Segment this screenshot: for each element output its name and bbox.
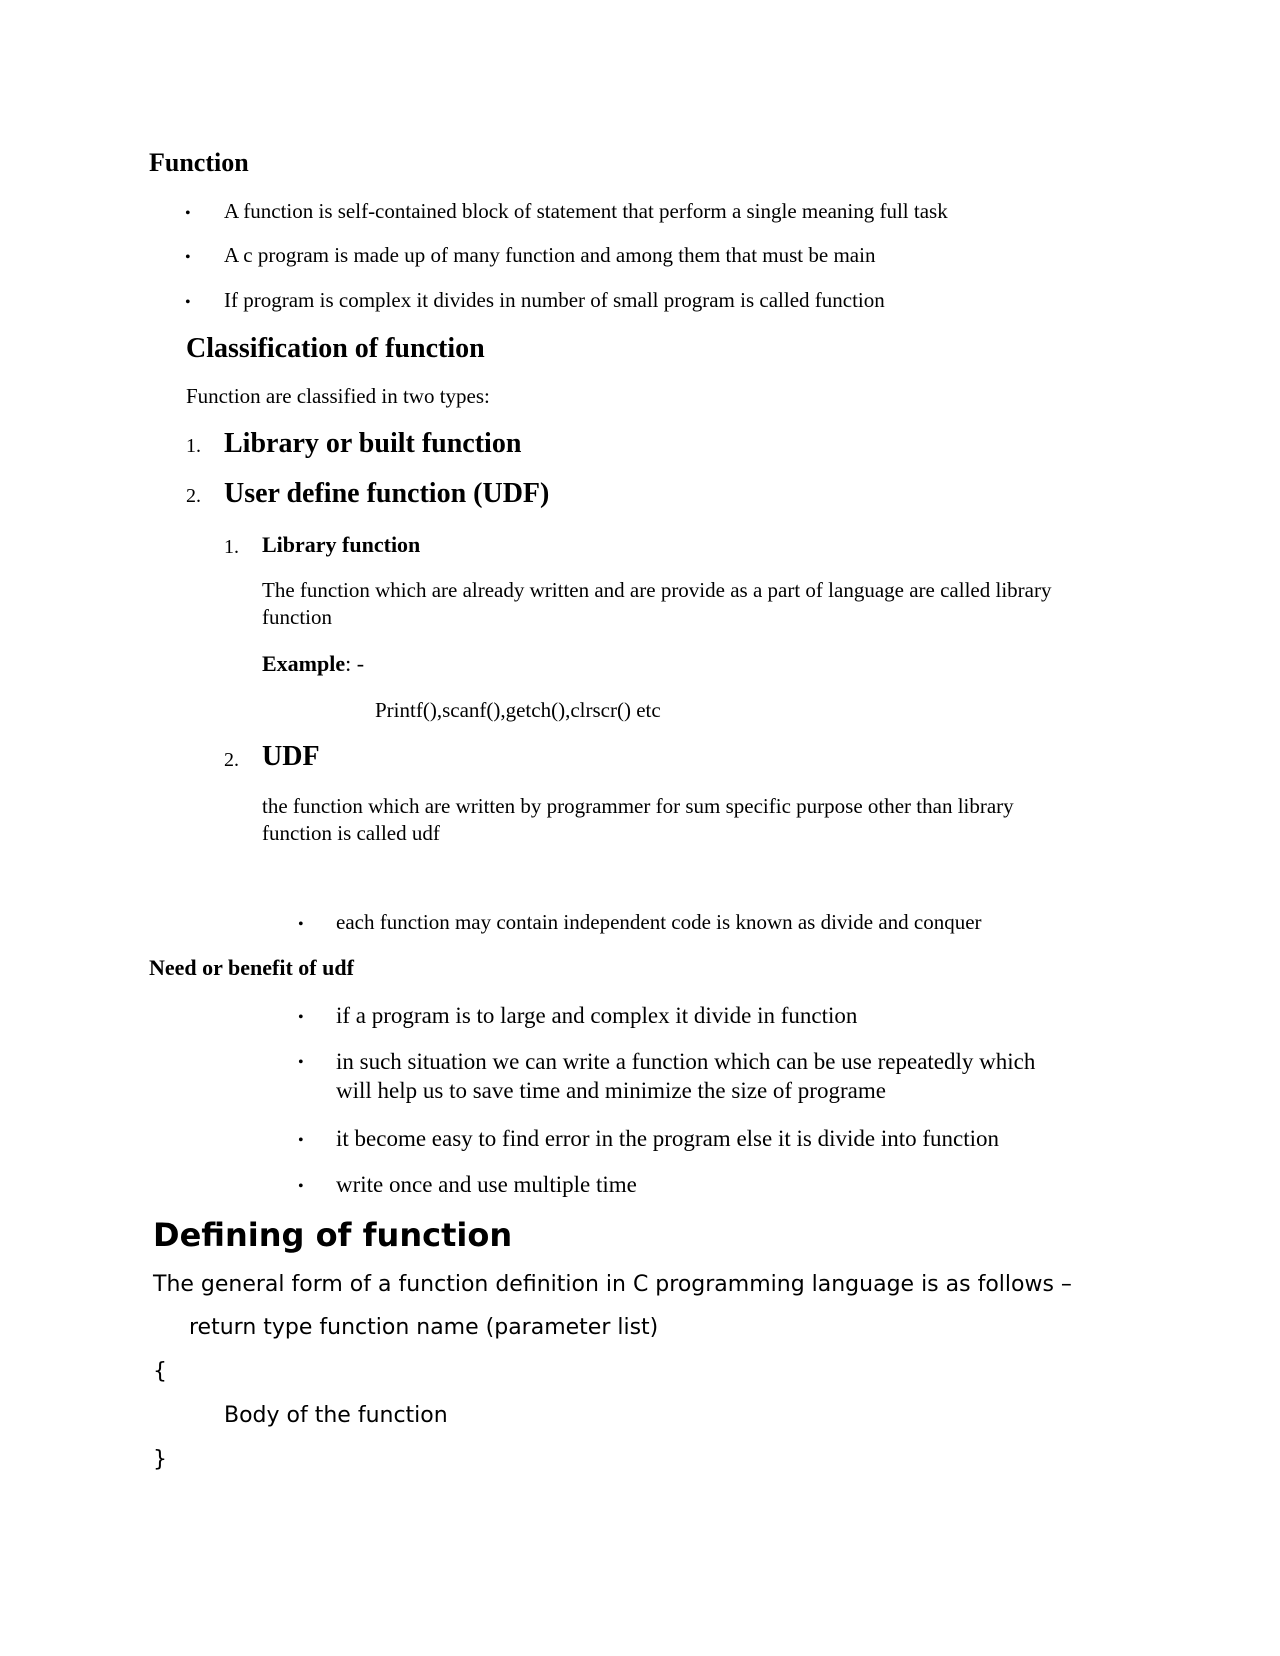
function-body: Body of the function bbox=[224, 1403, 448, 1428]
bullet-marker: • bbox=[185, 205, 191, 222]
library-description-line2: function bbox=[262, 605, 332, 629]
udf-description-line1: the function which are written by programmer for sum specific purpose other than library bbox=[262, 794, 1014, 818]
list-number: 2. bbox=[224, 749, 239, 771]
classification-heading: Classification of function bbox=[186, 333, 485, 364]
list-item: it become easy to find error in the program else it is divide into function bbox=[336, 1126, 999, 1151]
classification-intro: Function are classified in two types: bbox=[186, 384, 490, 408]
list-item: A c program is made up of many function and among them that must be main bbox=[224, 243, 876, 267]
bullet-marker: • bbox=[185, 249, 191, 266]
type-udf-label: User define function (UDF) bbox=[224, 478, 550, 509]
udf-description-line2: function is called udf bbox=[262, 821, 440, 845]
list-item: in such situation we can write a function which can be use repeatedly which bbox=[336, 1049, 1036, 1074]
example-line bbox=[262, 653, 364, 675]
list-number: 2. bbox=[186, 485, 201, 507]
bullet-marker: • bbox=[185, 294, 191, 311]
library-description-line1: The function which are already written and are provide as a part of language are called library bbox=[262, 578, 1052, 602]
example-suffix: : - bbox=[345, 651, 365, 676]
list-item: A function is self-contained block of statement that perform a single meaning full task bbox=[224, 199, 948, 223]
bullet-marker: • bbox=[298, 1054, 304, 1071]
defining-intro: The general form of a function definition in C programming language is as follows – bbox=[153, 1272, 1072, 1297]
bullet-marker: • bbox=[298, 1132, 304, 1149]
list-number: 1. bbox=[224, 536, 239, 558]
list-number: 1. bbox=[186, 435, 201, 457]
need-heading: Need or benefit of udf bbox=[149, 955, 354, 980]
udf-bullet: each function may contain independent code is known as divide and conquer bbox=[336, 910, 982, 934]
open-brace: { bbox=[153, 1359, 167, 1384]
example-label: Example bbox=[262, 651, 346, 676]
udf-heading: UDF bbox=[262, 741, 320, 772]
bullet-marker: • bbox=[298, 1178, 304, 1195]
defining-heading: Defining of function bbox=[153, 1216, 513, 1254]
list-item: write once and use multiple time bbox=[336, 1172, 637, 1197]
bullet-marker: • bbox=[298, 916, 304, 933]
page-title: Function bbox=[149, 148, 249, 177]
close-brace: } bbox=[153, 1447, 167, 1472]
list-item-continuation: will help us to save time and minimize the size of programe bbox=[336, 1078, 886, 1103]
list-item: if a program is to large and complex it divide in function bbox=[336, 1003, 858, 1028]
bullet-marker: • bbox=[298, 1009, 304, 1026]
library-heading: Library function bbox=[262, 532, 421, 557]
list-item: If program is complex it divides in number of small program is called function bbox=[224, 288, 885, 312]
type-library-label: Library or built function bbox=[224, 428, 522, 459]
example-code: Printf(),scanf(),getch(),clrscr() etc bbox=[375, 698, 661, 722]
function-signature: return type function name (parameter list) bbox=[189, 1315, 659, 1340]
